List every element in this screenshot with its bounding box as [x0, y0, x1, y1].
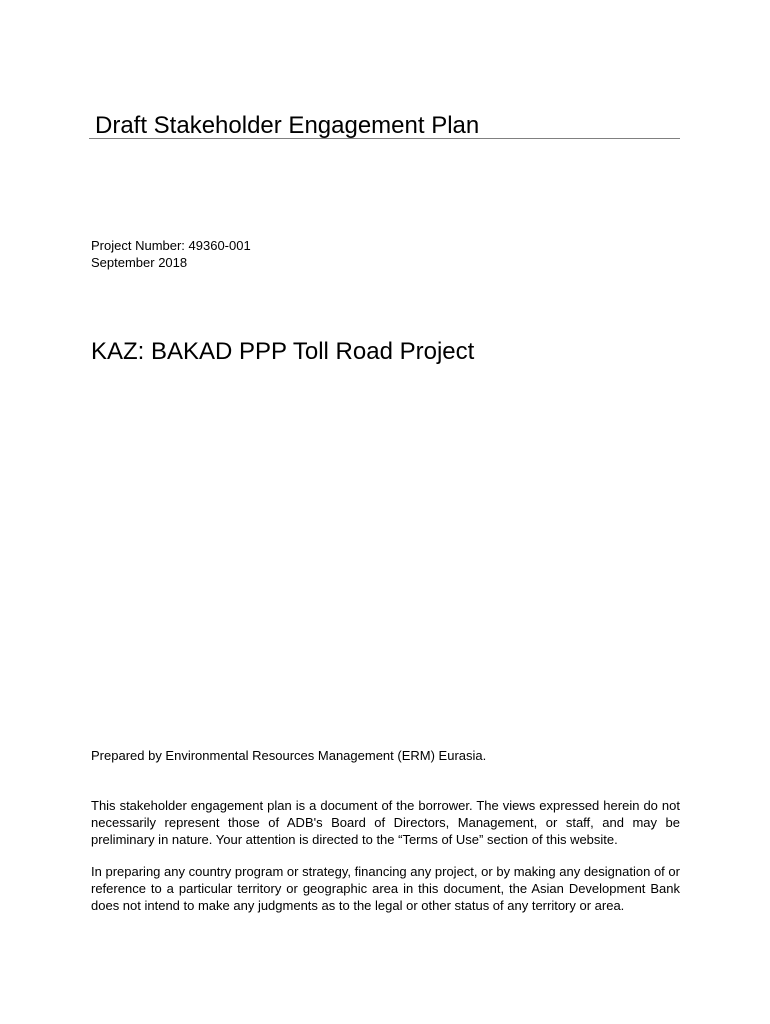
disclaimer-paragraph: This stakeholder engagement plan is a document of the borrower. The views expressed herein do not necessarily represent those of ADB's Board of Directors, Management, or staff, and may be preliminary in nature. Your attention is directed to the “Terms of Use” section of this website. — [91, 798, 680, 847]
project-title: KAZ: BAKAD PPP Toll Road Project — [91, 338, 475, 365]
designation-disclaimer-paragraph: In preparing any country program or strategy, financing any project, or by making any designation of or reference to a particular territory or geographic area in this document, the Asian Development Bank does not intend to make any judgments as to the legal or other status of any territory or area. — [91, 864, 680, 913]
document-title: Draft Stakeholder Engagement Plan — [95, 112, 480, 139]
title-underline — [89, 138, 680, 139]
project-meta — [91, 237, 251, 271]
prepared-by: Prepared by Environmental Resources Management (ERM) Eurasia. — [91, 748, 487, 763]
document-date: September 2018 — [91, 255, 188, 270]
project-number: Project Number: 49360-001 — [91, 238, 251, 253]
